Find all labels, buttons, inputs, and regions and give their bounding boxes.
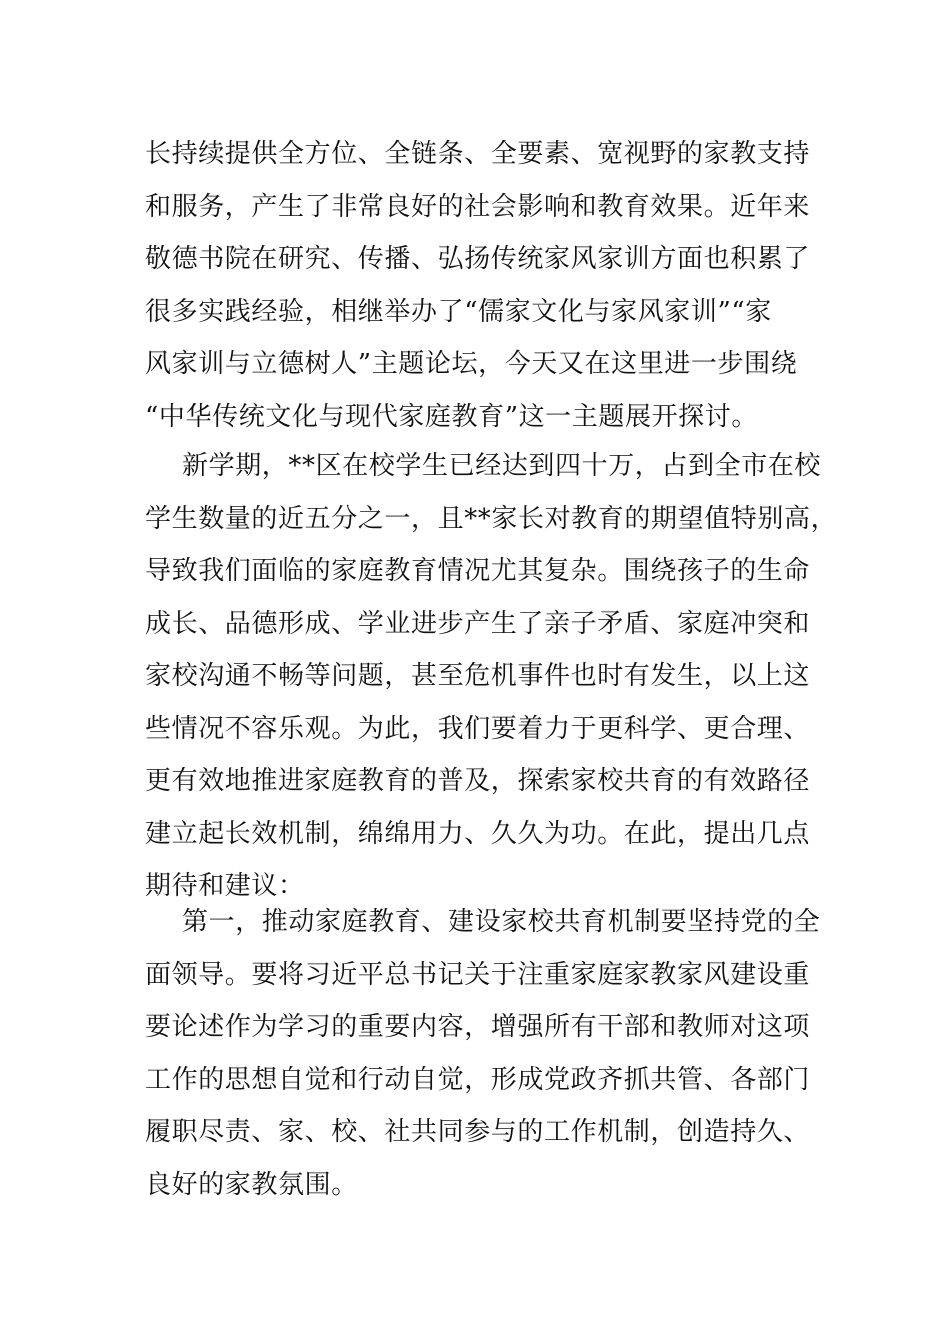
text-line: 面领导。要将习近平总书记关于注重家庭家教家风建设重 [145,959,811,990]
text-line: 敬德书院在研究、传播、弘扬传统家风家训方面也积累了 [145,244,811,274]
text-line: 更有效地推进家庭教育的普及，探索家校共育的有效路径 [145,766,811,796]
text-line: 家校沟通不畅等问题，甚至危机事件也时有发生，以上这 [145,661,811,691]
text-line: 要论述作为学习的重要内容，增强所有干部和教师对这项 [145,1012,811,1042]
text-line: 学生数量的近五分之一，且**家长对教育的期望值特别高， [145,503,838,534]
paragraph-continuation [145,128,815,443]
text-line: 工作的思想自觉和行动自觉，形成党政齐抓共管、各部门 [145,1064,811,1095]
text-line: 风家训与立德树人”主题论坛，今天又在这里进一步围绕 [145,349,798,379]
text-line: 良好的家教氛围。 [145,1169,358,1200]
text-line-first: 新学期，**区在校学生已经达到四十万，占到全市在校 [182,451,822,481]
text-line: 履职尽责、家、校、社共同参与的工作机制，创造持久、 [145,1117,811,1147]
text-line: 建立起长效机制，绵绵用力、久久为功。在此，提出几点 [145,818,811,849]
text-line: 很多实践经验，相继举办了“儒家文化与家风家训”“家 [145,296,772,327]
text-line-first: 第一，推动家庭教育、建设家校共育机制要坚持党的全 [182,907,821,937]
text-line: 些情况不容乐观。为此，我们要着力于更科学、更合理、 [145,713,811,744]
text-line: 期待和建议： [145,871,305,901]
text-line: “中华传统文化与现代家庭教育”这一主题展开探讨。 [145,401,758,432]
text-line: 和服务，产生了非常良好的社会影响和教育效果。近年来 [145,191,811,222]
text-line: 导致我们面临的家庭教育情况尤其复杂。围绕孩子的生命 [145,556,811,586]
paragraph-new-semester [145,440,838,913]
text-line: 长持续提供全方位、全链条、全要素、宽视野的家教支持 [145,139,811,169]
paragraph-first-point [145,896,821,1211]
text-line: 成长、品德形成、学业进步产生了亲子矛盾、家庭冲突和 [145,608,811,639]
